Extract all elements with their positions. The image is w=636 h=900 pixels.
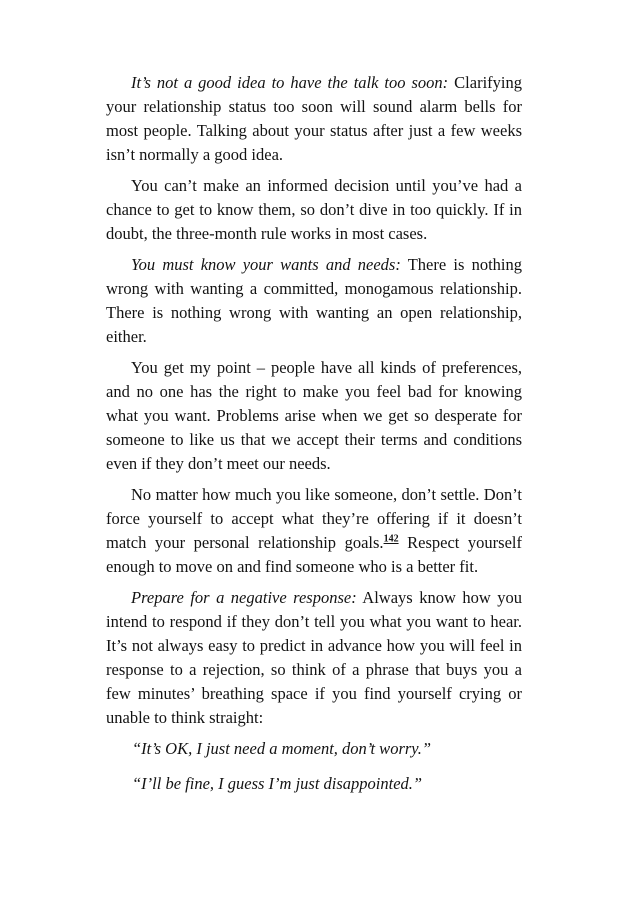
quote-text: “It’s OK, I just need a moment, don’t worry.” bbox=[132, 739, 431, 758]
italic-lead-phrase: You must know your wants and needs: bbox=[131, 255, 401, 274]
paragraph-informed-decision bbox=[106, 174, 522, 246]
italic-lead-phrase: It’s not a good idea to have the talk too soon: bbox=[131, 73, 449, 92]
paragraph-text: No matter how much you like someone, don’t settle. Don’t force yourself to accept what they’re offering if it doesn’t match your personal relationship goals. bbox=[106, 485, 522, 552]
quote-line-2 bbox=[106, 772, 522, 796]
paragraph-talk-too-soon bbox=[106, 71, 522, 167]
paragraph-wants-and-needs bbox=[106, 253, 522, 349]
page-text-block bbox=[106, 71, 522, 796]
footnote-ref-142[interactable]: 142 bbox=[383, 533, 399, 545]
paragraph-negative-response bbox=[106, 586, 522, 730]
paragraph-text: You can’t make an informed decision until you’ve had a chance to get to know them, so don’t dive in too quickly. If in doubt, the three-month rule works in most cases. bbox=[106, 176, 522, 243]
paragraph-text: There is nothing wrong with wanting a committed, monogamous relationship. There is nothing wrong with wanting an open relationship, either. bbox=[106, 255, 522, 346]
paragraph-text: Always know how you intend to respond if they don’t tell you what you want to hear. It’s not always easy to predict in advance how you will feel in response to a rejection, so think of a phrase that buys you a few minutes’ breathing space if you find yourself crying or unable to think straight: bbox=[106, 588, 522, 727]
paragraph-text: Clarifying your relationship status too soon will sound alarm bells for most people. Talking about your status after just a few weeks isn’t normally a good idea. bbox=[106, 73, 522, 164]
paragraph-text: You get my point – people have all kinds of preferences, and no one has the right to make you feel bad for knowing what you want. Problems arise when we get so desperate for someone to like us that we accept their terms and conditions even if they don’t meet our needs. bbox=[106, 358, 522, 473]
italic-lead-phrase: Prepare for a negative response: bbox=[131, 588, 357, 607]
paragraph-preferences bbox=[106, 356, 522, 476]
quote-text: “I’ll be fine, I guess I’m just disappointed.” bbox=[132, 774, 423, 793]
paragraph-text: Respect yourself enough to move on and find someone who is a better fit. bbox=[106, 533, 522, 576]
paragraph-dont-settle bbox=[106, 483, 522, 579]
quote-line-1 bbox=[106, 737, 522, 761]
